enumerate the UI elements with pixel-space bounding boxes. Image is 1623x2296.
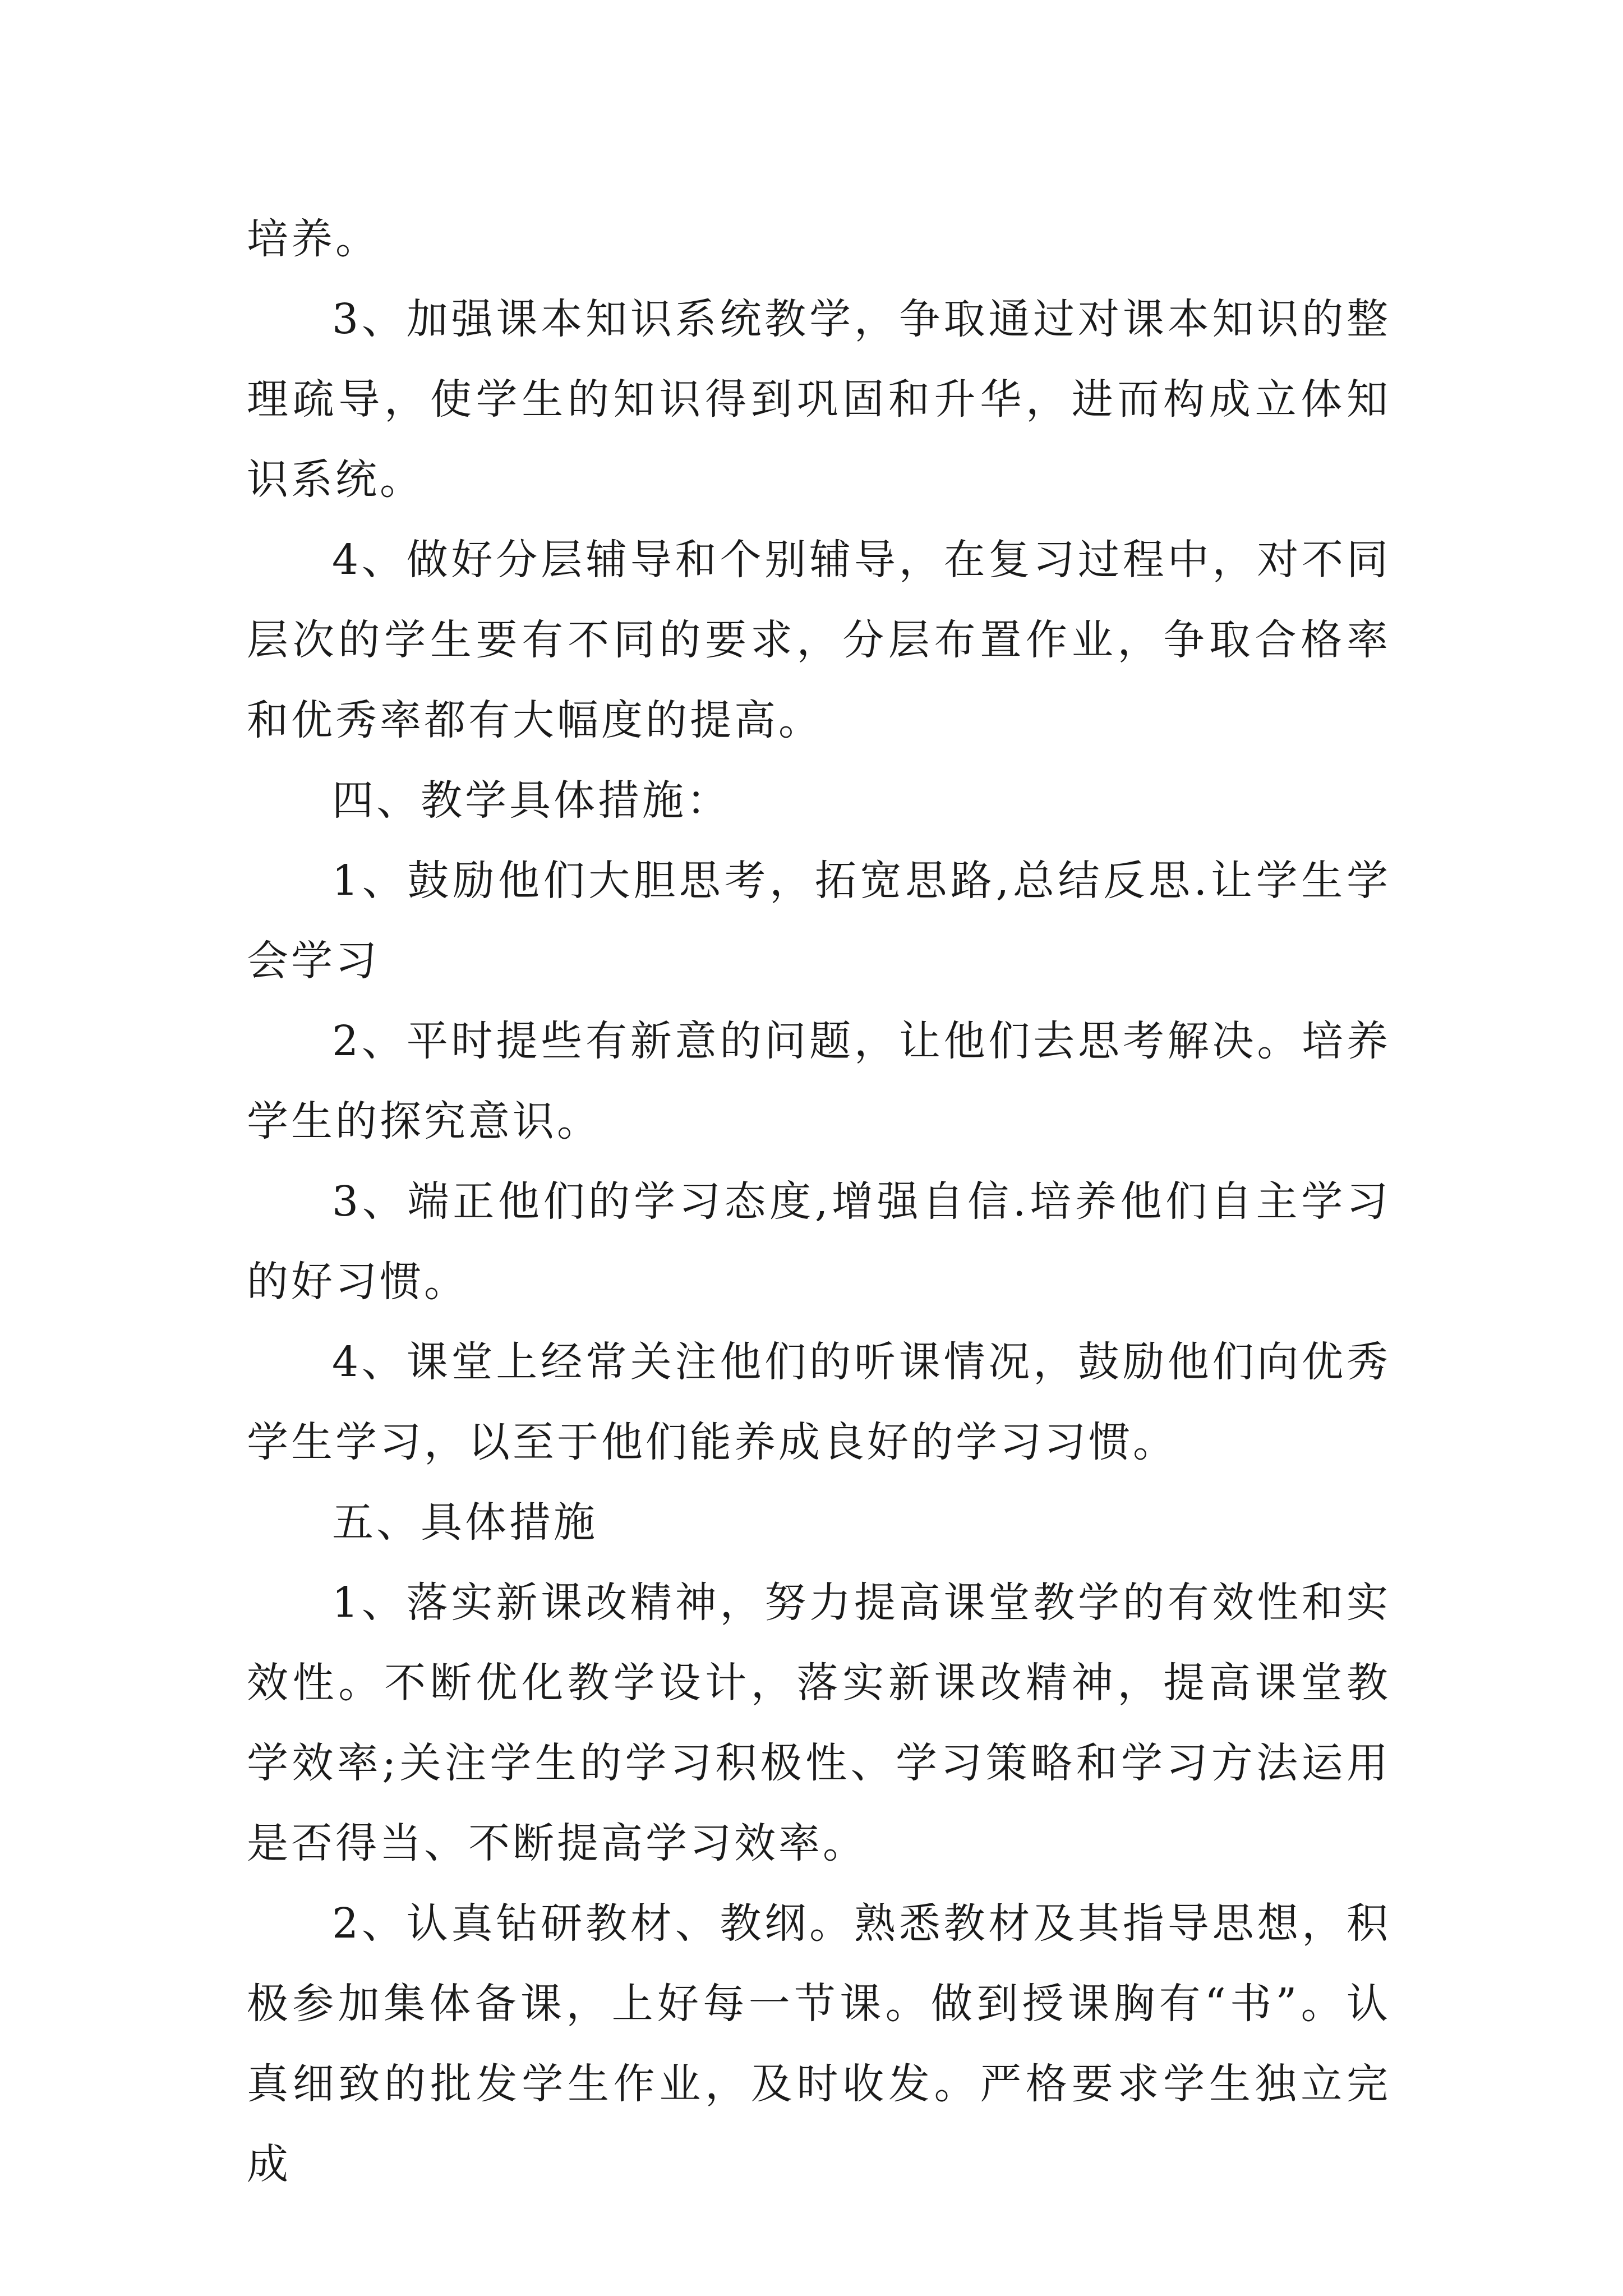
paragraph-specific-1: 1、落实新课改精神，努力提高课堂教学的有效性和实效性。不断优化教学设计，落实新课改精神，提高课堂教学效率;关注学生的学习积极性、学习策略和学习方法运用是否得当、不断提高学习效率。: [247, 1579, 1391, 1867]
paragraph-specific-2: 2、认真钻研教材、教纲。熟悉教材及其指导思想，积极参加集体备课，上好每一节课。做到授课胸有“书”。认真细致的批发学生作业，及时收发。严格要求学生独立完成: [247, 1899, 1391, 2188]
section-heading-4: 四、教学具体措施：: [332, 776, 731, 825]
paragraph-measure-1: 1、鼓励他们大胆思考，拓宽思路,总结反思.让学生学会学习: [247, 857, 1391, 985]
paragraph-continuation: 培养。: [247, 215, 380, 263]
paragraph-item-3-knowledge-system: 3、加强课本知识系统教学，争取通过对课本知识的整理疏导，使学生的知识得到巩固和升华，进而构成立体知识系统。: [247, 295, 1391, 504]
paragraph-measure-2: 2、平时提些有新意的问题，让他们去思考解决。培养学生的探究意识。: [247, 1017, 1391, 1145]
section-heading-5: 五、具体措施: [332, 1498, 598, 1547]
paragraph-measure-4: 4、课堂上经常关注他们的听课情况，鼓励他们向优秀学生学习，以至于他们能养成良好的学习习惯。: [247, 1338, 1391, 1466]
document-page: [247, 199, 1391, 2205]
paragraph-measure-3: 3、端正他们的学习态度,增强自信.培养他们自主学习的好习惯。: [247, 1177, 1391, 1306]
paragraph-item-4-tiered-tutoring: 4、做好分层辅导和个别辅导，在复习过程中，对不同层次的学生要有不同的要求，分层布置作业，争取合格率和优秀率都有大幅度的提高。: [247, 536, 1391, 744]
